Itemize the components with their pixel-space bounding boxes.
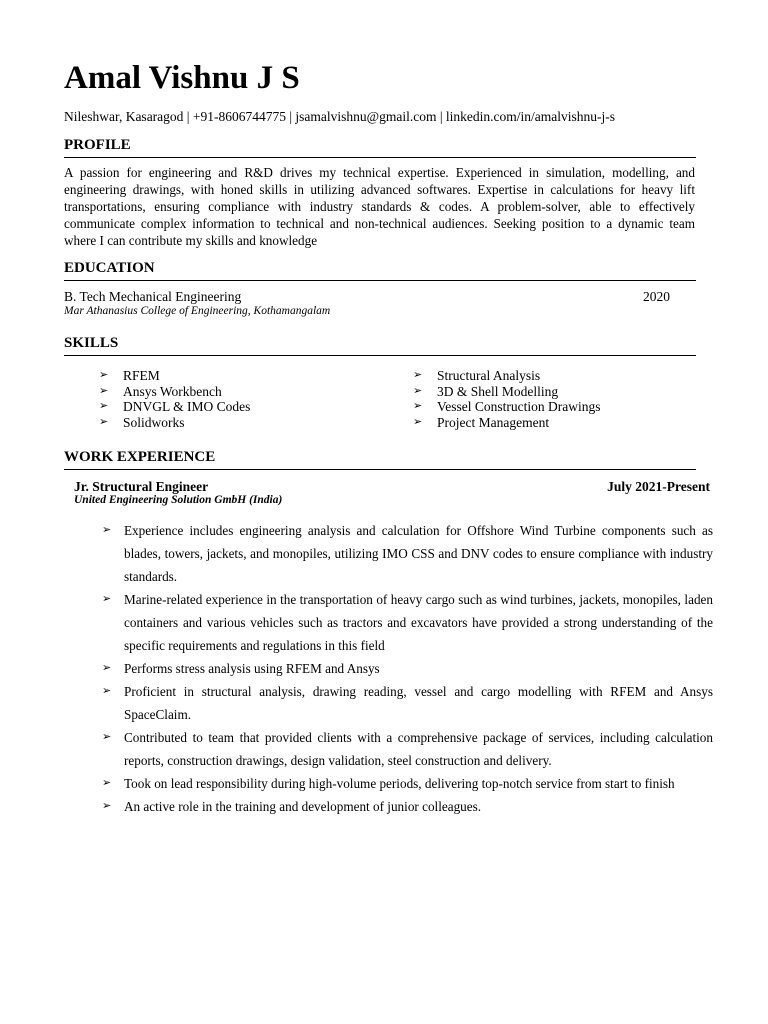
arrowhead-bullet-icon: ➢ <box>102 777 112 789</box>
skills-list-left <box>99 368 250 430</box>
education-school: Mar Athanasius College of Engineering, Kothamangalam <box>64 305 331 317</box>
experience-text: Contributed to team that provided clients with a comprehensive package of services, including calculation reports, construction drawings, design validation, steel construction and delivery. <box>124 730 713 768</box>
skill-label: Structural Analysis <box>437 368 541 383</box>
experience-item <box>102 657 713 680</box>
profile-summary: A passion for engineering and R&D drives my technical expertise. Experienced in simulation, modelling, and engineering drawings, with honed skills in utilizing advanced softwares. Expertise in calculations for heavy lift transportations, ensuring compliance with industry standards & codes. A problem-solver, able to effectively communicate complex information to technical and non-technical audiences. Seeking position to a dynamic team where I can contribute my skills and knowledge <box>64 165 695 248</box>
education-year: 2020 <box>643 289 670 304</box>
experience-item <box>102 680 713 726</box>
arrowhead-bullet-icon: ➢ <box>413 384 423 397</box>
skill-label: Project Management <box>437 414 550 430</box>
experience-item <box>102 726 713 772</box>
experience-list <box>102 519 713 818</box>
skill-item <box>413 399 600 415</box>
arrowhead-bullet-icon: ➢ <box>102 662 112 674</box>
skill-label: DNVGL & IMO Codes <box>123 399 251 414</box>
skill-label: Ansys Workbench <box>123 383 222 399</box>
skill-label: Solidworks <box>123 414 185 430</box>
skill-item <box>413 384 600 400</box>
arrowhead-bullet-icon: ➢ <box>102 800 112 812</box>
experience-item <box>102 588 713 657</box>
skill-item <box>99 384 250 400</box>
arrowhead-bullet-icon: ➢ <box>102 524 112 536</box>
arrowhead-bullet-icon: ➢ <box>99 400 109 412</box>
job-date: July 2021-Present <box>607 479 710 494</box>
arrowhead-bullet-icon: ➢ <box>99 415 109 428</box>
job-title: Jr. Structural Engineer <box>74 479 209 494</box>
arrowhead-bullet-icon: ➢ <box>413 415 423 428</box>
arrowhead-bullet-icon: ➢ <box>102 593 112 605</box>
arrowhead-bullet-icon: ➢ <box>99 384 109 397</box>
arrowhead-bullet-icon: ➢ <box>99 369 109 381</box>
skill-item <box>413 368 600 384</box>
arrowhead-bullet-icon: ➢ <box>102 685 112 697</box>
arrowhead-bullet-icon: ➢ <box>102 731 112 743</box>
section-title-work-experience: WORK EXPERIENCE <box>64 448 696 470</box>
contact-line: Nileshwar, Kasaragod | +91-8606744775 | jsamalvishnu@gmail.com | linkedin.com/in/amalvishnu-j-s <box>64 109 616 124</box>
experience-item <box>102 519 713 588</box>
skill-label: 3D & Shell Modelling <box>437 383 559 399</box>
experience-text: Proficient in structural analysis, drawing reading, vessel and cargo modelling with RFEM and Ansys SpaceClaim. <box>124 684 713 722</box>
experience-text: Performs stress analysis using RFEM and Ansys <box>124 661 380 676</box>
section-title-profile: PROFILE <box>64 136 696 158</box>
skill-item <box>99 415 250 431</box>
education-degree: B. Tech Mechanical Engineering <box>64 289 242 304</box>
arrowhead-bullet-icon: ➢ <box>413 400 423 412</box>
experience-item <box>102 795 713 818</box>
job-company: United Engineering Solution GmbH (India) <box>74 494 283 506</box>
skill-item <box>99 399 250 415</box>
experience-text: Marine-related experience in the transportation of heavy cargo such as wind turbines, jackets, monopiles, laden containers and various vehicles such as tractors and excavators have provided a strong understanding of the specific requirements and regulations in this field <box>124 592 713 653</box>
experience-text: Took on lead responsibility during high-volume periods, delivering top-notch service from start to finish <box>124 776 675 791</box>
section-title-education: EDUCATION <box>64 259 696 281</box>
experience-text: An active role in the training and development of junior colleagues. <box>124 799 482 814</box>
experience-text: Experience includes engineering analysis and calculation for Offshore Wind Turbine components such as blades, towers, jackets, and monopiles, utilizing IMO CSS and DNV codes to ensure compliance with industry standards. <box>124 523 713 584</box>
arrowhead-bullet-icon: ➢ <box>413 369 423 381</box>
section-title-skills: SKILLS <box>64 334 696 356</box>
skills-list-right <box>413 368 600 430</box>
experience-item <box>102 772 713 795</box>
candidate-name: Amal Vishnu J S <box>64 60 300 96</box>
skill-item <box>413 415 600 431</box>
skill-item <box>99 368 250 384</box>
skill-label: Vessel Construction Drawings <box>437 399 601 414</box>
skill-label: RFEM <box>123 368 160 383</box>
